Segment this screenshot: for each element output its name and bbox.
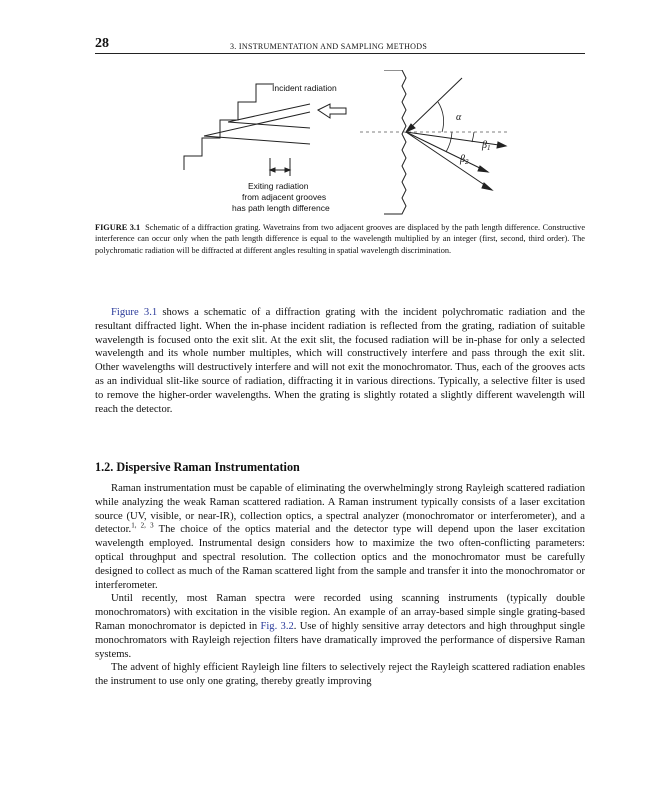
beta1-label: β — [482, 140, 487, 151]
grating-steps — [184, 84, 274, 170]
section-heading: 1.2. Dispersive Raman Instrumentation — [95, 460, 300, 474]
diffraction-grating-figure — [170, 70, 530, 220]
page-number: 28 — [95, 36, 109, 51]
running-head: 3. INSTRUMENTATION AND SAMPLING METHODS — [230, 42, 428, 51]
figure-3-2-link[interactable]: Fig. 3.2 — [260, 620, 294, 632]
body-paragraphs — [95, 482, 585, 689]
header-rule — [95, 53, 585, 54]
figure-caption — [95, 222, 585, 256]
caption-label: FIGURE 3.1 — [95, 223, 141, 232]
beta1-subscript: 1 — [486, 144, 491, 152]
paragraph-1 — [95, 306, 585, 416]
label-exit-line2: from adjacent grooves — [242, 192, 327, 202]
paragraph-3: Until recently, most Raman spectra were recorded using scanning instruments (typically double monochromators) with excitation in the visible region. An example of an array-based simple single grating-based Raman monochromator is depicted in Fig. 3.2. Use of highly sensitive array detectors and high throughput single monochromators with Rayleigh rejection filters have dramatically improved the performance of dispersive Raman systems. — [95, 593, 585, 660]
incident-ray-right — [406, 78, 462, 132]
label-incident-radiation: Incident radiation — [272, 83, 337, 93]
label-exit-line1: Exiting radiation — [248, 181, 309, 191]
svg-text:β2 — [459, 154, 469, 166]
diffracted-rays — [406, 132, 506, 190]
figure-3-1-link[interactable]: Figure 3.1 — [111, 307, 158, 318]
alpha-label: α — [456, 112, 462, 123]
grating-block — [384, 70, 406, 214]
beta2-label: β — [460, 154, 465, 165]
incident-arrow-icon — [318, 104, 346, 118]
svg-text:β1 — [481, 140, 490, 152]
label-exit-line3: has path length difference — [232, 203, 330, 213]
paragraph-2: Raman instrumentation must be capable of eliminating the overwhelmingly strong Rayleigh scattered radiation while analyzing the weak Raman scattered radiation. A Raman instrument typically consists of a laser excitation source (UV, visible, or near-IR), collection optics, a spectral analyzer (monochromator or interferometer), and a detector.$^{1, 2, 3}$ The choice of the optics material and the detector type will depend upon the laser excitation wavelength employed. Instrumental design considers how to maximize the two often-conflicting parameters: optical throughput and spectral resolution. The collection optics and the monochromator must be carefully designed to collect as much of the Raman scattered light from the sample and transfer it into the monochromator or interferometer. — [95, 483, 585, 591]
beta2-subscript: 2 — [464, 158, 469, 166]
paragraph-1-text: shows a schematic of a diffraction grating with the incident polychromatic radiation and the resultant diffracted light. When the in-phase incident radiation is reflected from the grating, radiation of suitable wavelength is focused onto the exit slit. At the exit slit, the focused radiation will be in-phase for only a selected wavelength and its whole number multiples, which will constructively interfere and pass through the exit slit. Other wavelengths will destructively interfere and will not exit the monochromator. Thus, each of the grooves acts as an individual slit-like source of radiation, diffracting it in various directions. Typically, a selective filter is used to remove the higher-order wavelengths. When the grating is slightly rotated a slightly different wavelength will reach the detector. — [95, 307, 585, 415]
caption-text: Schematic of a diffraction grating. Wavetrains from two adjacent grooves are displaced by the path length difference. Constructive interference can occur only when the path length difference is equal to the wavelength multiplied by an integer (first, second, third order). The polychromatic radiation will be diffracted at different angles resulting in spatial wavelength discrimination. — [95, 223, 586, 255]
paragraph-4: The advent of highly efficient Rayleigh line filters to selectively reject the Rayleigh scattered radiation enables the instrument to use only one grating, thereby greatly improving — [95, 662, 585, 688]
path-difference-marker — [270, 158, 290, 176]
citation-refs: 1, 2, 3 — [131, 521, 154, 530]
